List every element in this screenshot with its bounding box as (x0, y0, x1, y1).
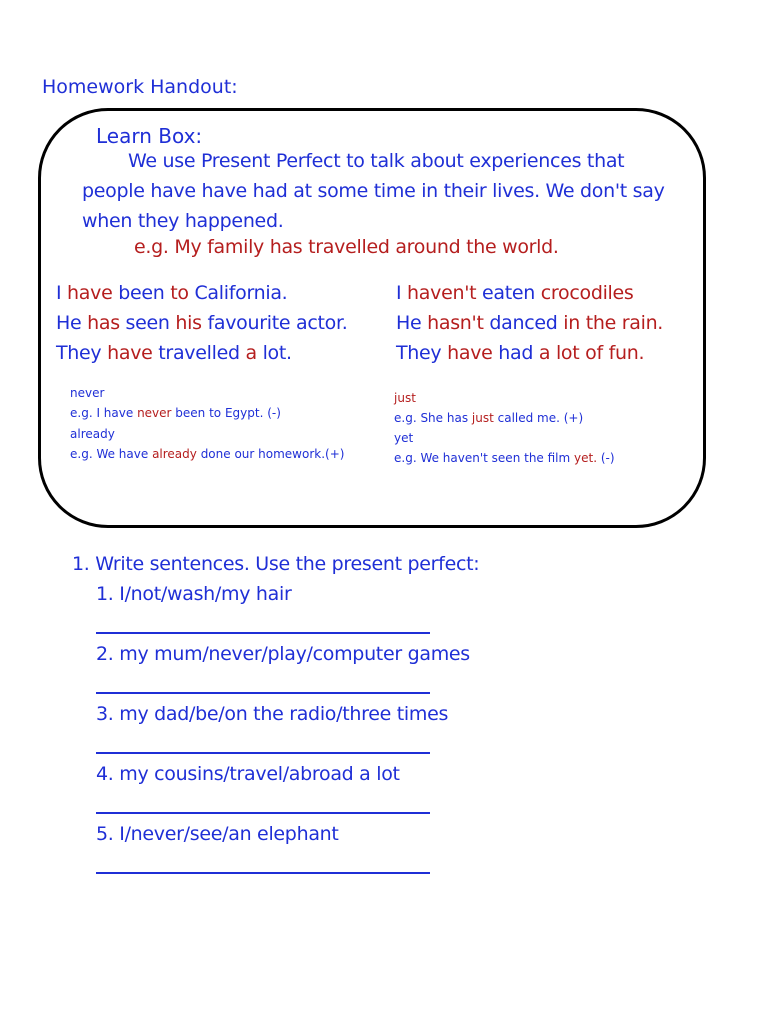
positive-sentence-3: They have travelled a lot. (56, 342, 292, 364)
answer-line-4[interactable] (96, 812, 430, 814)
learn-box-heading: Learn Box: (96, 124, 203, 148)
adverb-yet: yet (394, 431, 414, 445)
exercise-item-1: 1. I/not/wash/my hair (96, 583, 292, 605)
answer-line-3[interactable] (96, 752, 430, 754)
exercise-item-3: 3. my dad/be/on the radio/three times (96, 703, 449, 725)
exercise-item-4: 4. my cousins/travel/abroad a lot (96, 763, 400, 785)
exercise-item-5: 5. I/never/see/an elephant (96, 823, 339, 845)
adverb-yet-example: e.g. We haven't seen the film yet. (-) (394, 451, 615, 465)
example-sentence: e.g. My family has travelled around the world. (134, 236, 559, 258)
adverb-already: already (70, 427, 115, 441)
adverb-already-example: e.g. We have already done our homework.(+) (70, 447, 345, 461)
negative-sentence-2: He hasn't danced in the rain. (396, 312, 664, 334)
adverb-never: never (70, 386, 105, 400)
answer-line-1[interactable] (96, 632, 430, 634)
explanation-line-2: people have have had at some time in their lives. We don't say (82, 180, 665, 202)
explanation-line-3: when they happened. (82, 210, 284, 232)
exercise-item-2: 2. my mum/never/play/computer games (96, 643, 470, 665)
positive-sentence-1: I have been to California. (56, 282, 288, 304)
positive-sentence-2: He has seen his favourite actor. (56, 312, 348, 334)
negative-sentence-1: I haven't eaten crocodiles (396, 282, 634, 304)
adverb-just: just (394, 391, 416, 405)
negative-sentence-3: They have had a lot of fun. (396, 342, 645, 364)
answer-line-5[interactable] (96, 872, 430, 874)
answer-line-2[interactable] (96, 692, 430, 694)
adverb-just-example: e.g. She has just called me. (+) (394, 411, 584, 425)
exercise-instruction: 1. Write sentences. Use the present perfect: (72, 553, 480, 575)
handout-title: Homework Handout: (42, 76, 238, 98)
explanation-line-1: We use Present Perfect to talk about experiences that (128, 150, 625, 172)
adverb-never-example: e.g. I have never been to Egypt. (-) (70, 406, 281, 420)
